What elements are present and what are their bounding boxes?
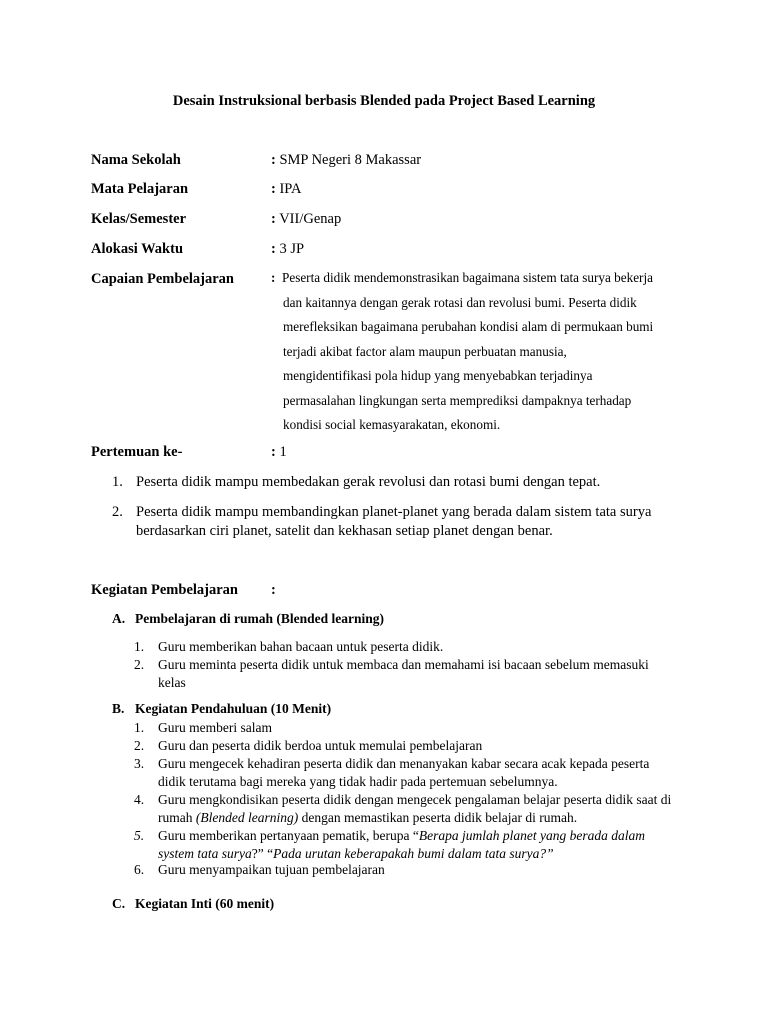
- capaian-text: [271, 270, 691, 442]
- value-text: SMP Negeri 8 Makassar: [275, 152, 422, 168]
- item-text: [158, 791, 674, 827]
- item-number: 3.: [134, 756, 145, 771]
- section-a-heading: [112, 611, 384, 627]
- item-number: 2.: [134, 657, 145, 672]
- section-b-heading: [112, 701, 331, 717]
- colon: :: [271, 270, 276, 285]
- label-mata-pelajaran: Mata Pelajaran: [91, 181, 189, 197]
- value-nama-sekolah: [271, 152, 421, 169]
- label-capaian-pembelajaran: Capaian Pembelajaran: [91, 271, 234, 287]
- item-text-part: dengan memastikan peserta didik belajar di rumah.: [298, 810, 578, 825]
- section-c-heading: [112, 896, 274, 912]
- capaian-line: mengidentifikasi pola hidup yang menyebabkan terjadinya: [283, 368, 593, 383]
- section-letter: B.: [112, 701, 125, 716]
- label-kegiatan-pembelajaran: Kegiatan Pembelajaran: [91, 582, 238, 598]
- item-number: 1.: [134, 720, 145, 735]
- colon: :: [271, 241, 276, 257]
- value-text: IPA: [275, 181, 302, 197]
- objective-number: 1.: [112, 474, 123, 490]
- item-text: [158, 827, 674, 863]
- label-alokasi-waktu: Alokasi Waktu: [91, 241, 184, 257]
- value-mata-pelajaran: [271, 181, 302, 198]
- item-number: 5.: [134, 828, 145, 843]
- value-kelas-semester: [271, 211, 341, 228]
- item-text: Guru mengecek kehadiran peserta didik dan menanyakan kabar secara acak kepada peserta didik terutama bagi mereka yang tidak hadir pada pertemuan sebelumnya.: [158, 756, 650, 789]
- document-title: Desain Instruksional berbasis Blended pada Project Based Learning: [172, 93, 596, 109]
- label-pertemuan: Pertemuan ke-: [91, 444, 183, 460]
- capaian-line: merefleksikan bagaimana perubahan kondisi alam di permukaan bumi: [283, 319, 654, 334]
- capaian-line-text: Peserta didik mendemonstrasikan bagaimana sistem tata surya bekerja: [282, 270, 653, 285]
- item-text: Guru memberikan bahan bacaan untuk peserta didik.: [158, 639, 444, 654]
- colon: :: [271, 152, 276, 168]
- objective-text: Peserta didik mampu membedakan gerak revolusi dan rotasi bumi dengan tepat.: [136, 474, 601, 490]
- item-text: Guru memberi salam: [158, 720, 272, 735]
- section-letter: C.: [112, 896, 126, 911]
- value-text: 1: [275, 444, 287, 460]
- item-text: Guru meminta peserta didik untuk membaca dan memahami isi bacaan sebelum memasuki kelas: [158, 657, 649, 690]
- item-text-italic: Berapa jumlah planet yang berada dalam system tata surya: [158, 828, 645, 861]
- colon: :: [271, 211, 276, 227]
- section-title: Pembelajaran di rumah (Blended learning): [135, 611, 384, 626]
- colon: :: [271, 181, 276, 197]
- label-nama-sekolah: Nama Sekolah: [91, 152, 181, 168]
- objective-text: Peserta didik mampu membandingkan planet-planet yang berada dalam sistem tata surya berdasarkan ciri planet, satelit dan kekhasan setiap planet dengan benar.: [136, 504, 652, 539]
- value-alokasi-waktu: [271, 241, 304, 258]
- item-text: Guru menyampaikan tujuan pembelajaran: [158, 862, 385, 877]
- capaian-line: terjadi akibat factor alam maupun perbuatan manusia,: [283, 343, 567, 359]
- item-text: Guru dan peserta didik berdoa untuk memulai pembelajaran: [158, 738, 483, 753]
- section-title: Kegiatan Inti (60 menit): [135, 896, 275, 911]
- objective-number: 2.: [112, 504, 123, 520]
- item-text-part: Guru mengkondisikan peserta didik dengan mengecek pengalaman belajar peserta didik saat di rumah: [158, 792, 672, 825]
- value-text: VII/Genap: [275, 211, 342, 227]
- capaian-line: kondisi social kemasyarakatan, ekonomi.: [283, 417, 501, 432]
- section-title: Kegiatan Pendahuluan (10 Menit): [135, 701, 332, 716]
- item-text-part: ?” “: [251, 846, 274, 861]
- item-number: 6.: [134, 862, 145, 877]
- capaian-line: permasalahan lingkungan serta memprediksi dampaknya terhadap: [283, 392, 632, 408]
- value-text: 3 JP: [275, 241, 305, 257]
- item-text-italic: (Blended learning): [195, 810, 299, 825]
- value-pertemuan: [271, 444, 287, 461]
- label-kelas-semester: Kelas/Semester: [91, 211, 187, 227]
- section-letter: A.: [112, 611, 126, 626]
- capaian-line: dan kaitannya dengan gerak rotasi dan revolusi bumi. Peserta didik: [283, 294, 637, 310]
- item-number: 4.: [134, 792, 145, 807]
- item-number: 1.: [134, 639, 145, 654]
- item-number: 2.: [134, 738, 145, 753]
- item-text-italic: Pada urutan keberapakah bumi dalam tata surya?”: [273, 846, 554, 861]
- colon: :: [271, 444, 276, 460]
- kegiatan-colon: :: [271, 582, 276, 598]
- item-text-part: Guru memberikan pertanyaan pematik, berupa “: [158, 828, 419, 843]
- capaian-line: [271, 270, 691, 295]
